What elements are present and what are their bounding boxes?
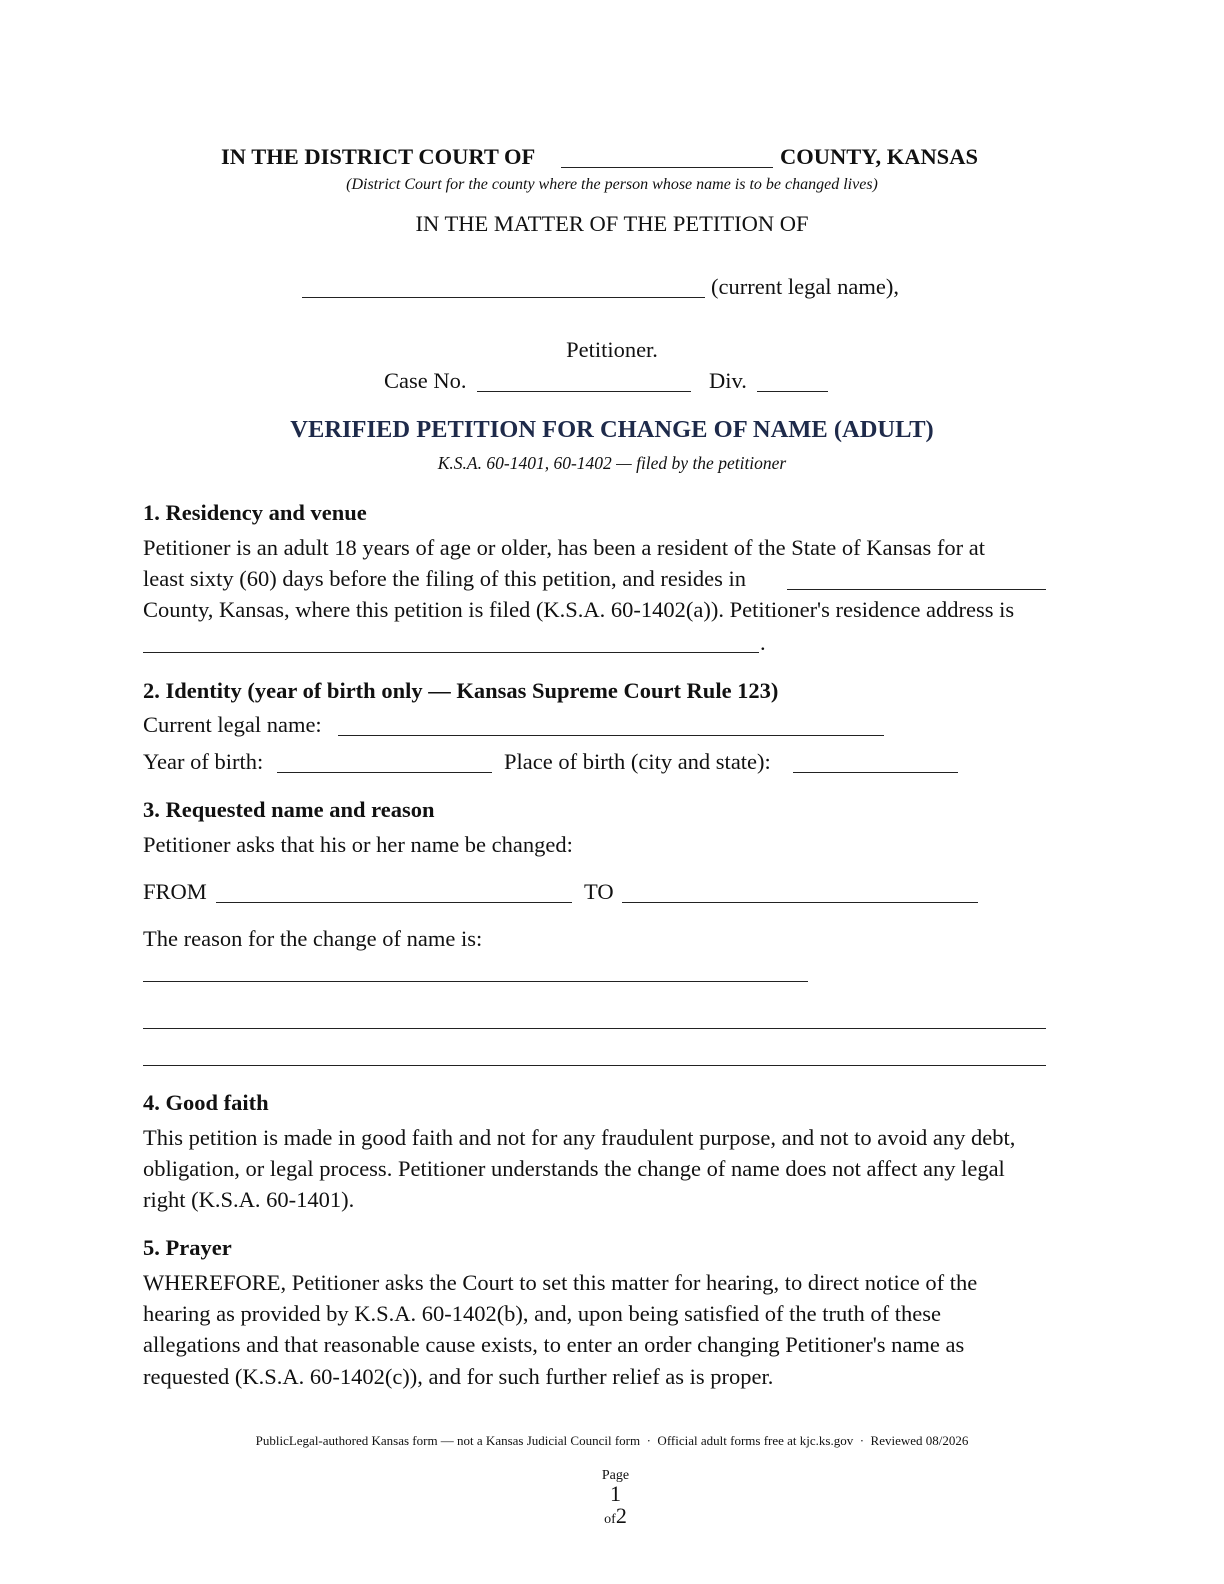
residence-address-blank[interactable] xyxy=(143,652,759,653)
from-name-blank[interactable] xyxy=(216,902,572,903)
division-label: Div. xyxy=(709,368,747,393)
page-current: 1 xyxy=(610,1481,621,1506)
matter-heading: IN THE MATTER OF THE PETITION OF xyxy=(415,211,809,236)
reason-label: The reason for the change of name is: xyxy=(143,926,483,951)
court-suffix: COUNTY, KANSAS xyxy=(780,144,978,169)
section-1-line-4-period: . xyxy=(760,630,766,655)
court-note: (District Court for the county where the person whose name is to be changed lives) xyxy=(346,176,878,193)
residence-county-blank[interactable] xyxy=(787,589,1046,590)
year-of-birth-label: Year of birth: xyxy=(143,749,264,774)
section-4-line-1: This petition is made in good faith and not for any fraudulent purpose, and not to avoid any debt, xyxy=(143,1125,1016,1150)
section-2-heading: 2. Identity (year of birth only — Kansas Supreme Court Rule 123) xyxy=(143,678,779,703)
current-legal-name-blank[interactable] xyxy=(302,297,705,298)
current-legal-name-label: (current legal name), xyxy=(711,274,900,299)
footer-note: PublicLegal-authored Kansas form — not a Kansas Judicial Council form · Official adult forms free at kjc.ks.gov · Reviewed 08/2026 xyxy=(255,1433,969,1448)
section-3-heading: 3. Requested name and reason xyxy=(143,797,435,822)
court-prefix: IN THE DISTRICT COURT OF xyxy=(221,144,536,169)
page-number xyxy=(0,1455,1224,1527)
case-number-label: Case No. xyxy=(384,368,467,393)
section-4-line-3: right (K.S.A. 60-1401). xyxy=(143,1187,355,1212)
year-of-birth-blank[interactable] xyxy=(277,772,492,773)
place-of-birth-blank[interactable] xyxy=(793,772,958,773)
reason-line-1[interactable] xyxy=(143,981,808,982)
section-5-line-4: requested (K.S.A. 60-1402(c)), and for such further relief as is proper. xyxy=(143,1364,774,1389)
page-total: 2 xyxy=(615,1503,627,1528)
of-word: of xyxy=(604,1512,616,1527)
current-name-blank[interactable] xyxy=(338,735,884,736)
document-title: VERIFIED PETITION FOR CHANGE OF NAME (ADULT) xyxy=(290,416,934,443)
section-1-line-3: County, Kansas, where this petition is filed (K.S.A. 60-1402(a)). Petitioner's residence address is xyxy=(143,597,1015,622)
section-1-line-1: Petitioner is an adult 18 years of age or older, has been a resident of the State of Kansas for at xyxy=(143,535,985,560)
to-label: TO xyxy=(584,879,614,904)
section-5-line-2: hearing as provided by K.S.A. 60-1402(b), and, upon being satisfied of the truth of these xyxy=(143,1301,941,1326)
county-blank[interactable] xyxy=(561,167,773,168)
section-5-line-3: allegations and that reasonable cause exists, to enter an order changing Petitioner's name as xyxy=(143,1332,965,1357)
page-word: Page xyxy=(601,1468,630,1483)
document-subtitle: K.S.A. 60-1401, 60-1402 — filed by the petitioner xyxy=(437,453,787,473)
section-4-line-2: obligation, or legal process. Petitioner understands the change of name does not affect any legal xyxy=(143,1156,1005,1181)
section-1-line-2: least sixty (60) days before the filing of this petition, and resides in xyxy=(143,566,746,591)
to-name-blank[interactable] xyxy=(622,902,978,903)
petitioner-label: Petitioner. xyxy=(566,337,658,362)
reason-line-3[interactable] xyxy=(143,1065,1046,1066)
case-number-blank[interactable] xyxy=(477,391,691,392)
section-1-heading: 1. Residency and venue xyxy=(143,500,367,525)
division-blank[interactable] xyxy=(757,391,828,392)
current-name-label: Current legal name: xyxy=(143,712,322,737)
section-5-heading: 5. Prayer xyxy=(143,1235,232,1260)
section-4-heading: 4. Good faith xyxy=(143,1090,269,1115)
place-of-birth-label: Place of birth (city and state): xyxy=(504,749,771,774)
section-5-line-1: WHEREFORE, Petitioner asks the Court to set this matter for hearing, to direct notice of the xyxy=(143,1270,978,1295)
section-3-intro: Petitioner asks that his or her name be changed: xyxy=(143,832,573,857)
reason-line-2[interactable] xyxy=(143,1028,1046,1029)
from-label: FROM xyxy=(143,879,207,904)
